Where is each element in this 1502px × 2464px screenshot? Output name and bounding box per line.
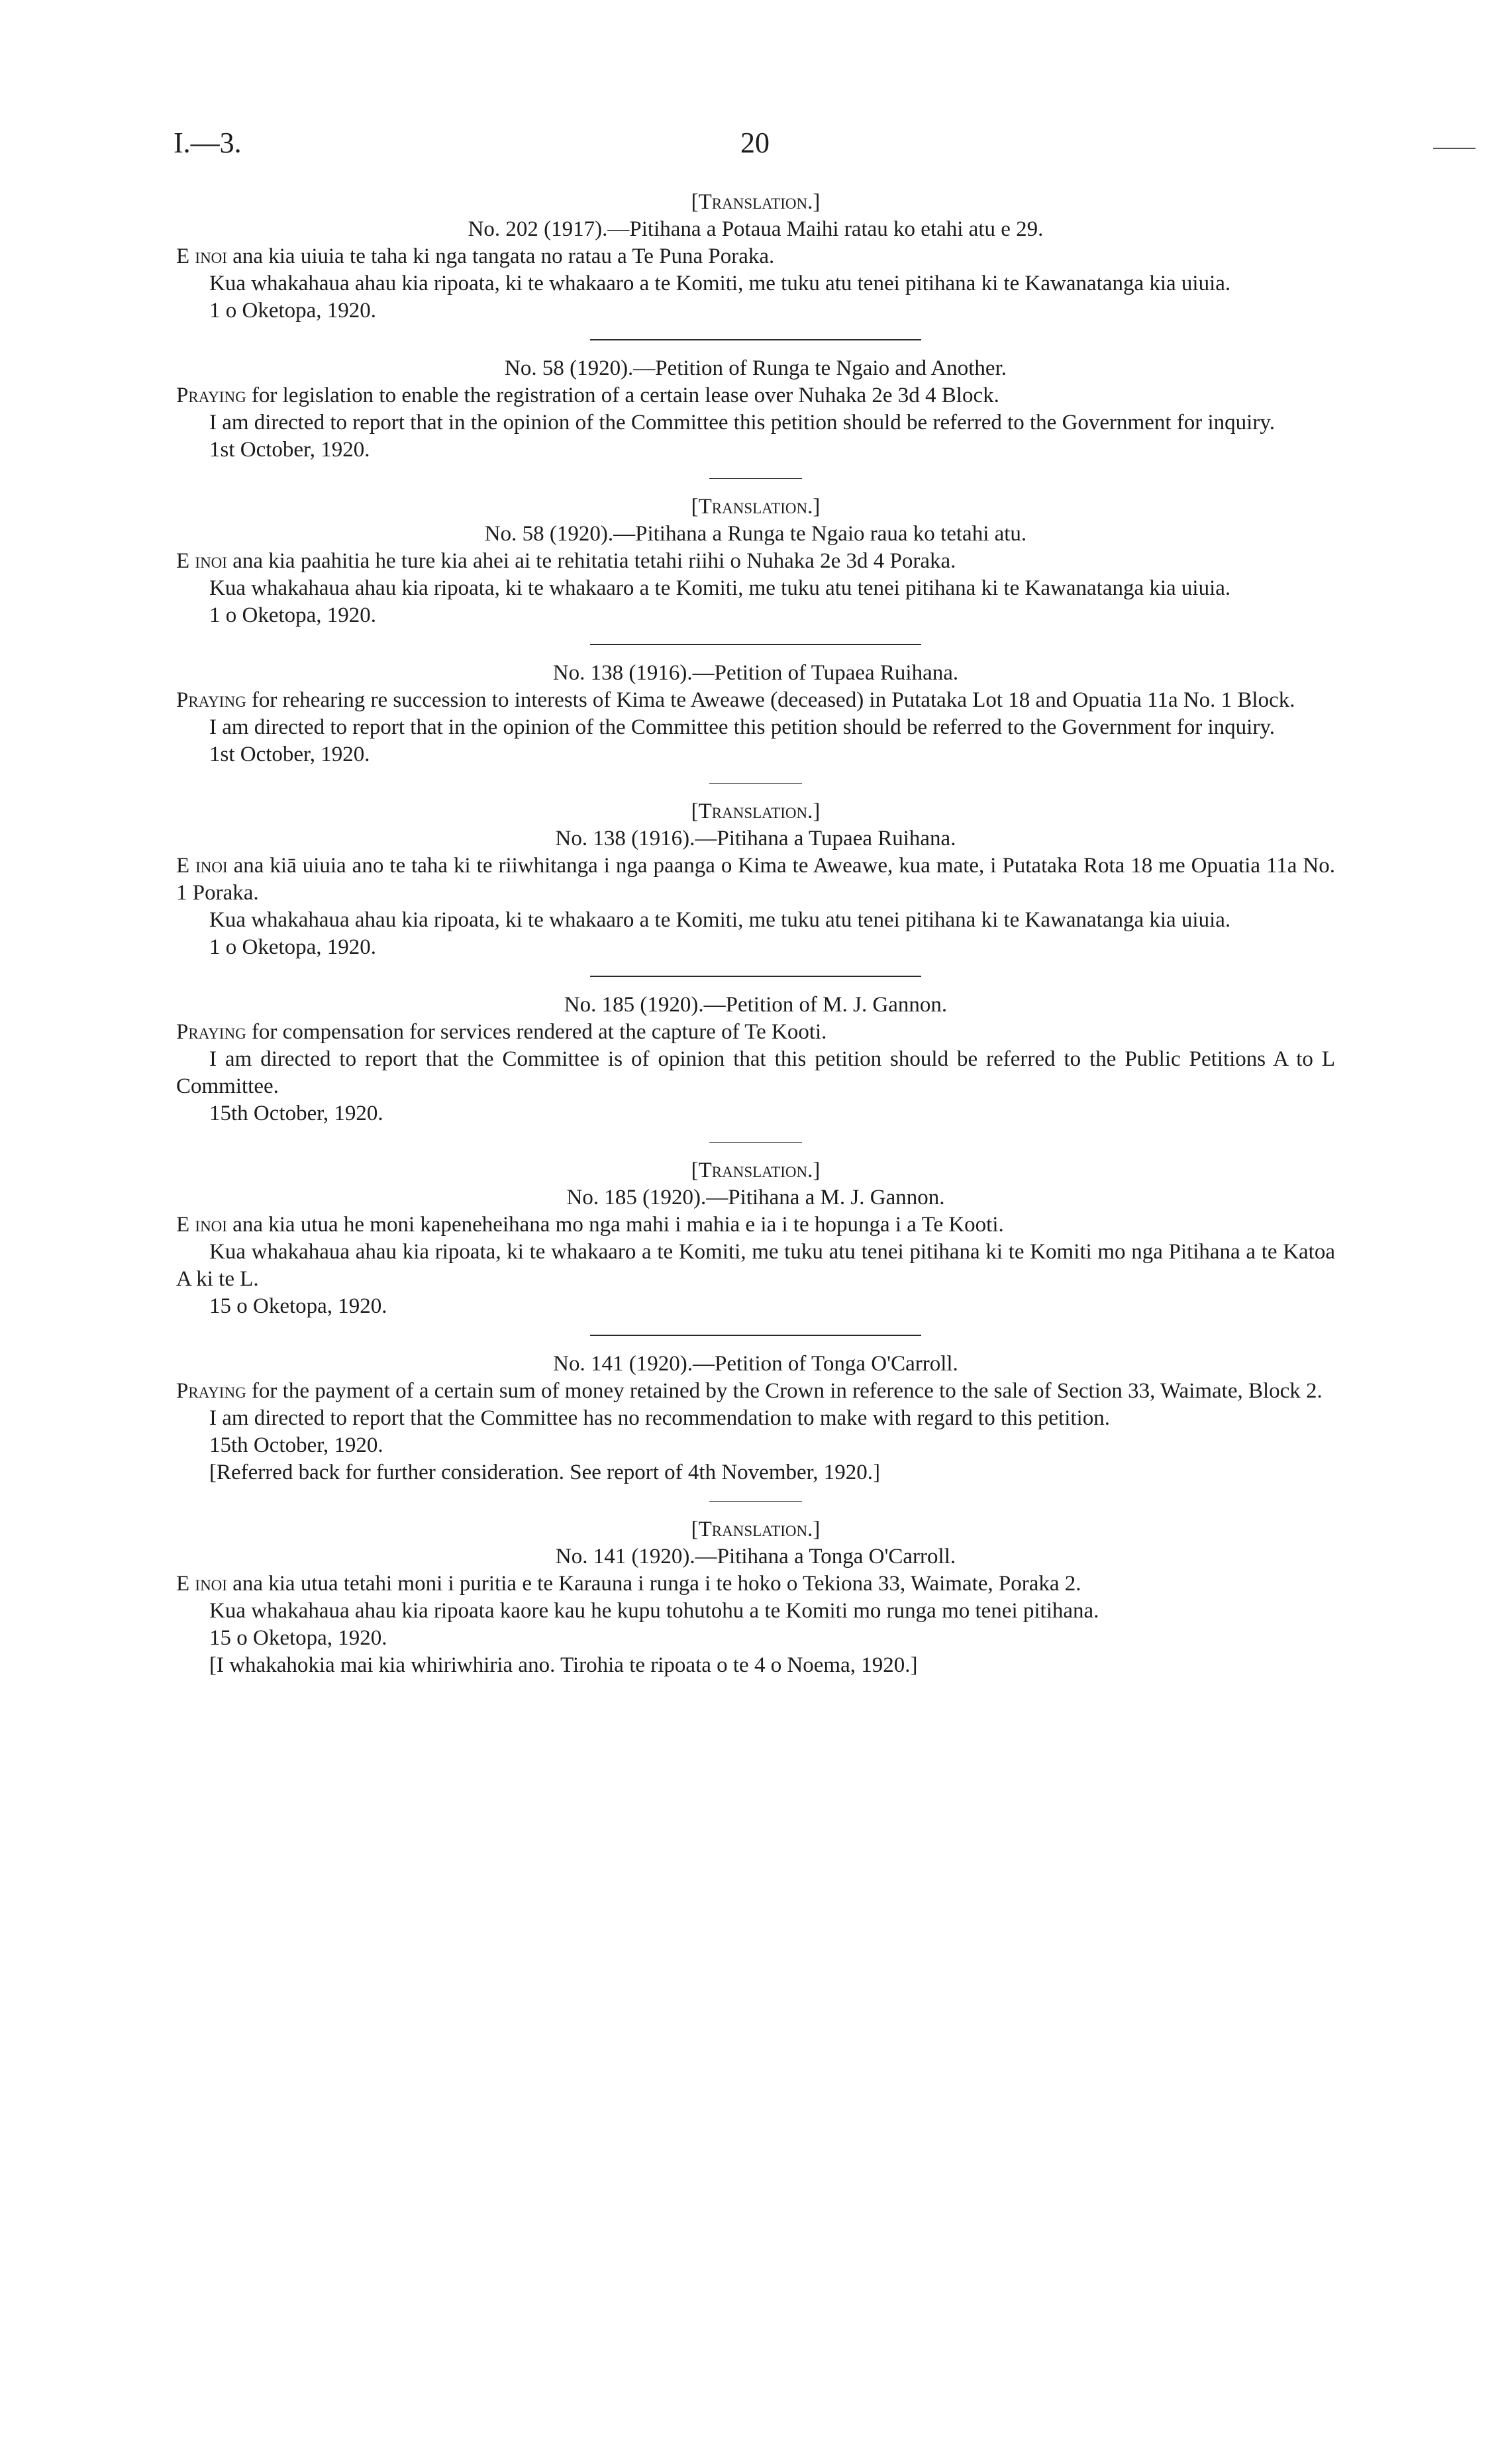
petition-prayer (176, 1570, 1335, 1598)
petition-title: No. 202 (1917).—Pitihana a Potaua Maihi ratau ko etahi atu e 29. (468, 217, 1044, 241)
report-date: 1 o Oketopa, 1920. (209, 603, 377, 627)
report-date: 15th October, 1920. (209, 1433, 383, 1457)
petition-section (176, 1516, 1335, 1679)
report-date: 15th October, 1920. (209, 1102, 383, 1125)
section-divider (590, 976, 921, 977)
petition-prayer (176, 243, 1335, 270)
committee-report: Kua whakahaua ahau kia ripoata, ki te whakaaro a te Komiti, me tuku atu tenei pitihana ki te Kawanatanga kia uiuia. (209, 908, 1231, 932)
section-divider (590, 644, 921, 645)
petition-prayer (176, 1211, 1335, 1239)
committee-report: Kua whakahaua ahau kia ripoata, ki te whakaaro a te Komiti, me tuku atu tenei pitihana ki te Kawanatanga kia uiuia. (209, 576, 1231, 600)
prayer-text: ana kia uiuia te taha ki nga tangata no ratau a Te Puna Poraka. (226, 244, 775, 268)
petition-section (176, 1157, 1335, 1320)
committee-report: Kua whakahaua ahau kia ripoata kaore kau he kupu tohutohu a te Komiti mo runga mo tenei pitihana. (209, 1599, 1099, 1623)
prayer-lead: E inoi (176, 244, 227, 268)
prayer-text: ana kia utua he moni kapeneheihana mo nga mahi i mahia e ia i te hopunga i a Te Kooti. (226, 1213, 1004, 1237)
editorial-note: [I whakahokia mai kia whiriwhiria ano. Tirohia te ripoata o te 4 o Noema, 1920.] (209, 1653, 918, 1677)
report-date: 1st October, 1920. (209, 438, 370, 462)
petition-section (176, 493, 1335, 629)
committee-report: I am directed to report that in the opinion of the Committee this petition should be referred to the Government for inquiry. (209, 411, 1275, 435)
prayer-text: for legislation to enable the registration of a certain lease over Nuhaka 2e 3d 4 Block. (246, 384, 999, 407)
prayer-text: ana kiā uiuia ano te taha ki te riiwhitanga i nga paanga o Kima te Aweawe, kua mate, i Putataka Rota 18 me Opuatia 11a No. 1 Poraka. (176, 854, 1335, 905)
translation-divider (709, 1142, 802, 1143)
page-header (0, 129, 1502, 169)
prayer-lead: Praying (176, 688, 246, 712)
committee-report: Kua whakahaua ahau kia ripoata, ki te whakaaro a te Komiti, me tuku atu tenei pitihana ki te Komiti mo nga Pitihana a te Katoa A ki te L. (176, 1240, 1335, 1291)
committee-report: I am directed to report that the Committee has no recommendation to make with regard to this petition. (209, 1406, 1110, 1430)
translation-label: [Translation.] (691, 1158, 821, 1182)
petition-title: No. 58 (1920).—Petition of Runga te Ngaio and Another. (505, 356, 1007, 380)
prayer-lead: Praying (176, 1379, 246, 1403)
petition-title: No. 58 (1920).—Pitihana a Runga te Ngaio raua ko tetahi atu. (484, 522, 1027, 546)
section-divider (590, 1335, 921, 1336)
prayer-text: ana kia paahitia he ture kia ahei ai te rehitatia tetahi riihi o Nuhaka 2e 3d 4 Poraka. (226, 549, 956, 573)
prayer-lead: E inoi (176, 854, 228, 878)
petition-prayer (176, 382, 1335, 409)
petition-prayer (176, 548, 1335, 575)
paper-reference: I.—3. (174, 127, 242, 159)
petition-section (176, 355, 1335, 464)
translation-label: [Translation.] (691, 799, 821, 823)
petition-section (176, 660, 1335, 768)
translation-divider (709, 478, 802, 479)
report-date: 1 o Oketopa, 1920. (209, 935, 377, 959)
translation-label: [Translation.] (691, 495, 821, 519)
report-date: 15 o Oketopa, 1920. (209, 1294, 387, 1318)
petition-prayer (176, 852, 1335, 907)
petition-section (176, 189, 1335, 325)
page-number: 20 (740, 127, 770, 159)
translation-divider (709, 783, 802, 784)
prayer-text: for compensation for services rendered at the capture of Te Kooti. (246, 1020, 827, 1044)
prayer-text: for rehearing re succession to interests of Kima te Aweawe (deceased) in Putataka Lot 18 and Opuatia 11a No. 1 Block. (246, 688, 1295, 712)
committee-report: I am directed to report that the Committee is of opinion that this petition should be referred to the Public Petitions A to L Committee. (176, 1047, 1335, 1098)
document-body (176, 189, 1335, 1679)
prayer-text: ana kia utua tetahi moni i puritia e te Karauna i runga i te hoko o Tekiona 33, Waimate, Poraka 2. (226, 1572, 1081, 1596)
petition-prayer (176, 1378, 1335, 1405)
petition-prayer (176, 1019, 1335, 1046)
translation-label: [Translation.] (691, 190, 821, 214)
report-date: 1st October, 1920. (209, 743, 370, 766)
petition-title: No. 141 (1920).—Pitihana a Tonga O'Carroll. (555, 1545, 956, 1568)
petition-section (176, 1351, 1335, 1486)
petition-section (176, 798, 1335, 961)
petition-title: No. 185 (1920).—Pitihana a M. J. Gannon. (566, 1186, 945, 1209)
prayer-lead: E inoi (176, 1572, 227, 1596)
committee-report: Kua whakahaua ahau kia ripoata, ki te whakaaro a te Komiti, me tuku atu tenei pitihana ki te Kawanatanga kia uiuia. (209, 272, 1231, 295)
section-divider (590, 339, 921, 340)
petition-title: No. 138 (1916).—Petition of Tupaea Ruihana. (552, 661, 959, 685)
prayer-text: for the payment of a certain sum of money retained by the Crown in reference to the sale of Section 33, Waimate, Block 2. (246, 1379, 1323, 1403)
petition-section (176, 992, 1335, 1127)
report-date: 15 o Oketopa, 1920. (209, 1626, 387, 1650)
translation-label: [Translation.] (691, 1517, 821, 1541)
committee-report: I am directed to report that in the opinion of the Committee this petition should be referred to the Government for inquiry. (209, 715, 1275, 739)
editorial-note: [Referred back for further consideration. See report of 4th November, 1920.] (209, 1461, 881, 1484)
header-rule (1433, 148, 1476, 149)
petition-title: No. 138 (1916).—Pitihana a Tupaea Ruihana. (555, 827, 956, 850)
petition-title: No. 141 (1920).—Petition of Tonga O'Carroll. (553, 1352, 958, 1376)
prayer-lead: Praying (176, 384, 246, 407)
report-date: 1 o Oketopa, 1920. (209, 299, 377, 323)
translation-divider (709, 1501, 802, 1502)
petition-title: No. 185 (1920).—Petition of M. J. Gannon. (564, 993, 948, 1017)
prayer-lead: E inoi (176, 549, 227, 573)
prayer-lead: Praying (176, 1020, 246, 1044)
petition-prayer (176, 687, 1335, 714)
prayer-lead: E inoi (176, 1213, 227, 1237)
